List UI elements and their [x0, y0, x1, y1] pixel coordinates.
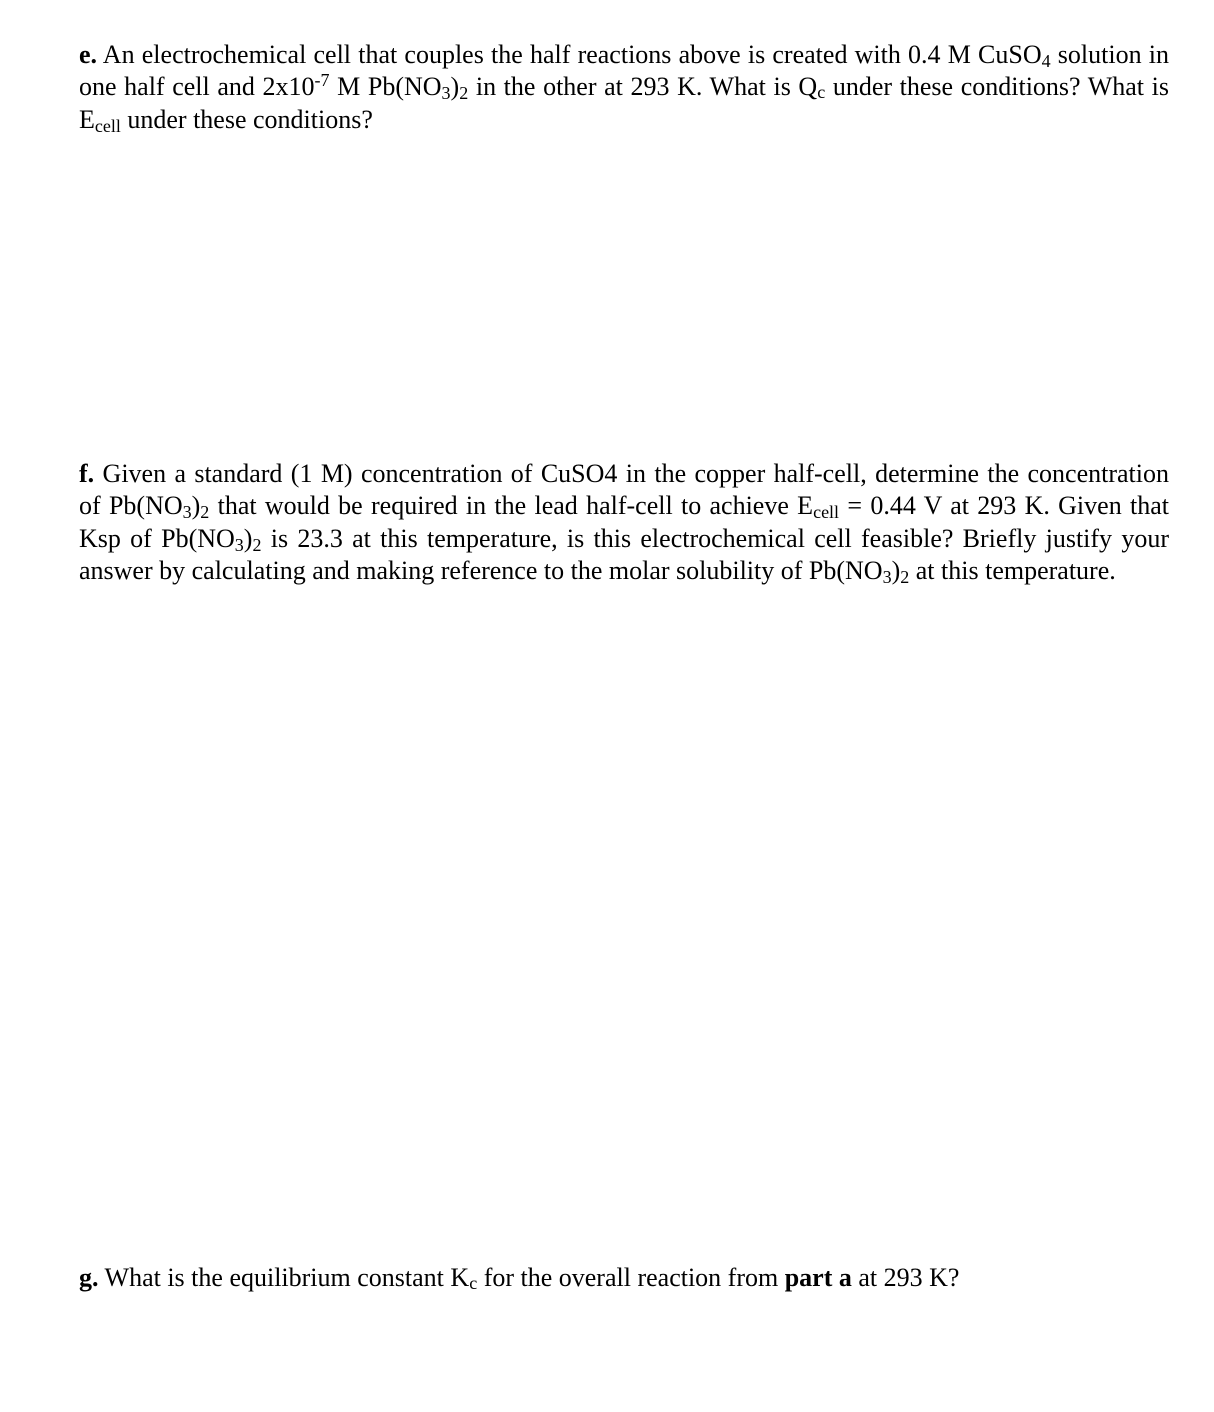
question-g-text: for the overall reaction from: [477, 1263, 785, 1292]
question-f-text: at this temperature.: [909, 556, 1116, 586]
subscript: cell: [813, 502, 840, 523]
question-e-text: solution in one half cell and 2x10: [79, 40, 1169, 102]
question-e-text: under these conditions? What is E: [79, 72, 1169, 134]
question-f-text: ): [891, 556, 901, 586]
subscript: 2: [200, 502, 210, 523]
subscript: 2: [459, 83, 469, 104]
question-g-text: at 293 K?: [851, 1263, 960, 1292]
question-g: [79, 1262, 1169, 1294]
question-f-label: f.: [79, 459, 95, 488]
question-f-text: ): [243, 523, 253, 553]
question-f-text: ): [191, 491, 201, 521]
question-f-text: that would be required in the lead half-cell to achieve E: [209, 491, 814, 521]
subscript: c: [469, 1273, 478, 1293]
subscript: 2: [252, 534, 262, 555]
superscript: -7: [314, 70, 330, 91]
question-e-text: An electrochemical cell that couples the half reactions above is created with 0.4 M CuSO: [97, 40, 1042, 69]
question-e-text: M Pb(NO: [329, 72, 442, 102]
question-f-text: is 23.3 at this temperature, is this electrochemical cell feasible? Briefly justify your answer by calculating and making reference to the molar solubility of Pb(NO: [79, 523, 1169, 586]
question-e-text: under these conditions?: [120, 104, 373, 134]
part-a-reference: part a: [784, 1263, 852, 1292]
subscript: 3: [234, 534, 244, 555]
subscript: 3: [882, 567, 892, 588]
question-g-label: g.: [79, 1263, 99, 1292]
subscript: cell: [94, 115, 121, 136]
question-f-text: = 0.44 V at 293 K. Given that Ksp of Pb(NO: [79, 491, 1169, 553]
subscript: c: [817, 82, 826, 103]
subscript: 4: [1041, 51, 1051, 71]
subscript: 2: [900, 567, 910, 588]
question-g-text: What is the equilibrium constant K: [98, 1263, 470, 1292]
question-f: [79, 458, 1169, 588]
subscript: 3: [182, 502, 192, 523]
subscript: 3: [441, 83, 451, 104]
question-e: [79, 39, 1169, 136]
question-e-label: e.: [79, 40, 98, 69]
question-f-text: Given a standard (1 M) concentration of CuSO4 in the copper half-cell, determine the concentration of Pb(NO: [79, 459, 1169, 521]
question-e-text: in the other at 293 K. What is Q: [468, 72, 818, 102]
question-e-text: ): [450, 72, 460, 102]
